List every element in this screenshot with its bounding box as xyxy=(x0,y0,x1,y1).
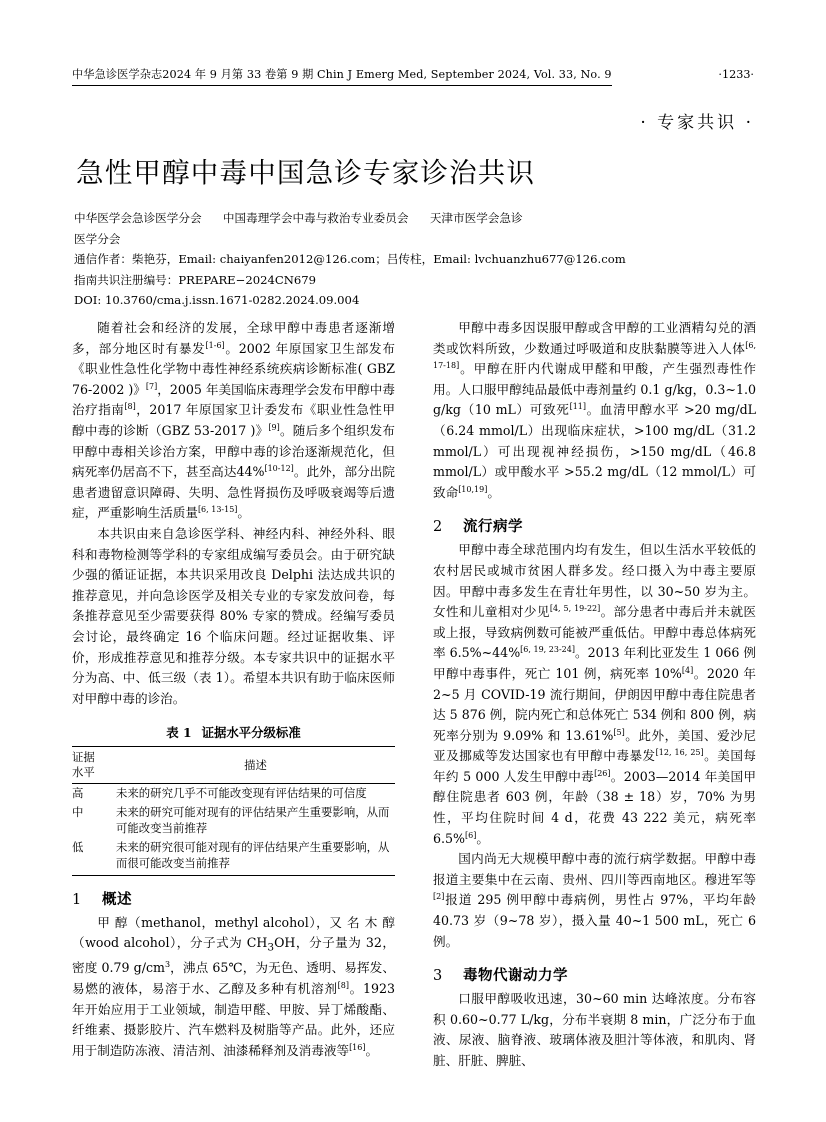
affiliation-line-2: 医学分会 xyxy=(74,231,121,246)
chemical-subscript: 3 xyxy=(267,941,275,954)
section-number: 2 xyxy=(433,519,443,536)
reference-marker: [10-12] xyxy=(264,463,294,473)
affiliation-society-1: 中华医学会急诊医学分会 xyxy=(74,211,202,225)
reference-marker: [12, 16, 25] xyxy=(655,748,704,758)
text-run: 。 xyxy=(487,484,500,500)
text-run: 。此外，美国、爱沙尼亚及挪威等发达国家也有甲醇中毒暴发 xyxy=(433,727,756,764)
body-columns xyxy=(72,318,756,1072)
evidence-level-table xyxy=(72,746,395,876)
affiliation-society-2: 中国毒理学会中毒与救治专业委员会 xyxy=(222,211,409,225)
affiliation-line-1 xyxy=(74,208,764,229)
reference-marker: [26] xyxy=(594,768,611,778)
reference-marker: [4, 5, 19-22] xyxy=(549,603,601,613)
section-title: 概述 xyxy=(102,891,132,908)
article-category-tag: · 专家共识 · xyxy=(640,113,754,133)
text-run: 甲醇中毒多因误服甲醇或含甲醇的工业酒精勾兑的酒类或饮料所致，少数通过呼吸道和皮肤黏膜等进入人体 xyxy=(433,320,756,356)
text-run: 。2020 年 2~5 月 COVID-19 流行期间，伊朗因甲醇中毒住院患者达 5 876 例，院内死亡和总体死亡 534 例和 800 例，病死率分别为 9.09% 和 13.61% xyxy=(433,665,756,743)
reference-marker: [5] xyxy=(613,727,625,737)
section-heading-1 xyxy=(72,888,395,909)
corresponding-author: 通信作者：柴艳芬，Email: chaiyanfen2012@126.com；吕传柱，Email: lvchuanzhu677@126.com xyxy=(74,252,626,266)
reference-marker: [4] xyxy=(681,665,694,675)
text-run: 甲醇中毒全球范围内均有发生，但以生活水平较低的农村居民或城市贫困人群多发。经口摄入为中毒主要原因。甲醇中毒多发生在青壮年男性，以 30~50 岁为主。女性和儿童相对少见 xyxy=(433,542,756,620)
section1-paragraph xyxy=(72,913,395,1062)
affiliation-society-3: 天津市医学会急诊 xyxy=(429,211,523,225)
table-caption xyxy=(72,723,395,741)
table-header-row xyxy=(72,747,395,784)
reference-marker: [8] xyxy=(124,402,136,412)
reference-marker: [11] xyxy=(569,402,586,412)
reference-marker: [2] xyxy=(433,892,445,902)
text-run: OH，分子量为 32，密度 0.79 g/cm xyxy=(72,935,395,976)
text-run: 本共识由来自急诊医学科、神经内科、神经外科、眼科和毒物检测等学科的专家组成编写委员会。由于研究缺少强的循证证据，本共识采用改良 Delphi 法达成共识的推荐意见，并向急诊医学及相关专业的专家发放问卷，每条推荐意见至少需要获得 80% 专家的赞成。经编写委员会讨论，最终确定 16 个临床问题。经过证据收集、评价，形成推荐意见和推荐分级。本专家共识中的证据水平分为高、中、低三级（表 1）。希望本共识有助于临床医师对甲醇中毒的诊治。 xyxy=(72,525,395,706)
cell-level: 高 xyxy=(72,786,84,801)
page-title: 急性甲醇中毒中国急诊专家诊治共识 xyxy=(76,157,536,189)
text-run: 。血清甲醇水平 >20 mg/dL（6.24 mmol/L）出现临床症状，>100 mg/dL（31.2 mmol/L）可出现视神经损伤，>150 mg/dL（46.8 mmol/L）或甲酸水平 >55.2 mg/dL（12 mmol/L）可致命 xyxy=(433,402,756,500)
reference-marker: [16] xyxy=(349,1042,366,1052)
right-column xyxy=(433,318,756,1072)
reference-marker: [6] xyxy=(465,830,477,840)
section-title: 毒物代谢动力学 xyxy=(463,968,568,985)
section-heading-3 xyxy=(433,964,756,985)
table-body xyxy=(72,784,395,876)
page-number: ·1233· xyxy=(718,68,754,81)
front-matter xyxy=(74,208,764,311)
section-title: 流行病学 xyxy=(463,519,523,536)
running-head xyxy=(72,66,754,86)
text-run: 。甲醇在肝内代谢成甲醛和甲酸，产生强烈毒性作用。人口服甲醇纯品最低中毒剂量约 0.1 g/kg，0.3~1.0 g/kg（10 mL）可致死 xyxy=(433,361,756,418)
reference-marker: [10,19] xyxy=(458,484,488,494)
registration-number: 指南共识注册编号：PREPARE−2024CN679 xyxy=(74,272,317,287)
table-row xyxy=(72,784,395,803)
text-run: 国内尚无大规模甲醇中毒的流行病学数据。甲醇中毒报道主要集中在云南、贵州、四川等西南地区。穆进军等 xyxy=(433,851,756,887)
right-paragraph-1 xyxy=(433,318,756,503)
section-number: 1 xyxy=(72,891,82,908)
cell-description: 未来的研究很可能对现有的评估结果产生重要影响，从而很可能改变当前推荐 xyxy=(116,839,390,871)
doi-line: DOI: 10.3760/cma.j.issn.1671-0282.2024.09.004 xyxy=(74,293,360,307)
reference-marker: [6, 19, 23-24] xyxy=(520,645,575,655)
text-run: 。2013 年利比亚发生 1 066 例甲醇中毒事件，死亡 101 例，病死率 10% xyxy=(433,645,756,681)
intro-paragraph-1 xyxy=(72,318,395,524)
section3-paragraph-1 xyxy=(433,989,756,1071)
text-run: 随着社会和经济的发展，全球甲醇中毒患者逐渐增多，部分地区时有暴发 xyxy=(72,320,395,356)
evidence-level-table-wrapper xyxy=(72,723,395,876)
text-run: ，沸点 65℃，为无色、透明、易挥发、易燃的液体，易溶于水、乙醇及多种有机溶剂 xyxy=(72,960,395,997)
text-run: 。此外，部分出院患者遗留意识障碍、失明、急性肾损伤及呼吸衰竭等后遗症，严重影响生活质量 xyxy=(72,464,395,521)
text-run: 。2003—2014 年美国甲醇住院患者 603 例，年龄（38 ± 18）岁，70% 为男性，平均住院时间 4 d，花费 43 222 美元，病死率 6.5% xyxy=(433,768,756,846)
section2-paragraph-2 xyxy=(433,849,756,952)
text-run: 报道 295 例甲醇中毒病例，男性占 97%，平均年龄 40.73 岁（9~78 岁），摄入量 40~1 500 mL，死亡 6 例。 xyxy=(433,892,756,949)
cell-description: 未来的研究可能对现有的评估结果产生重要影响，从而可能改变当前推荐 xyxy=(116,804,390,836)
table-row xyxy=(72,838,395,876)
running-head-journal-info: 中华急诊医学杂志2024 年 9 月第 33 卷第 9 期 Chin J Emerg Med, September 2024, Vol. 33, No. 9 xyxy=(72,66,612,86)
intro-paragraph-2 xyxy=(72,524,395,709)
reference-marker: [6, 17-18] xyxy=(433,340,756,370)
text-run: 。 xyxy=(237,505,251,521)
text-run: 。1923 年开始应用于工业领域，制造甲醛、甲胺、异丁烯酸酯、纤维素、摄影胶片、汽车燃料及树脂等产品。此外，还应用于制造防冻液、清洁剂、油漆稀释剂及消毒液等 xyxy=(72,981,395,1058)
text-run: 。 xyxy=(365,1042,379,1058)
cell-level: 中 xyxy=(72,804,84,819)
text-run: ，2005 年美国临床毒理学会发布甲醇中毒治疗指南 xyxy=(72,381,396,418)
cell-level: 低 xyxy=(72,839,84,854)
reference-marker: [7] xyxy=(145,381,158,391)
text-run: 。部分患者中毒后并未就医或上报，导致病例数可能被严重低估。甲醇中毒总体病死率 6.5%~44% xyxy=(433,604,757,661)
text-run: 甲 醇（methanol，methyl alcohol），又 名 木 醇（wood alcohol），分子式为 CH xyxy=(72,914,395,951)
reference-marker: [9] xyxy=(268,422,280,432)
table-row xyxy=(72,803,395,838)
column-header-description: 描述 xyxy=(116,747,395,784)
text-run: 。 xyxy=(476,830,489,846)
reference-marker: [1-6] xyxy=(205,340,225,350)
column-header-evidence-level xyxy=(72,747,116,784)
text-run: 。美国每年约 5 000 人发生甲醇中毒 xyxy=(433,748,757,784)
reference-marker: [8] xyxy=(337,980,349,990)
text-run: 口服甲醇吸收迅速，30~60 min 达峰浓度。分布容积 0.60~0.77 L/kg，分布半衰期 8 min，广泛分布于血液、尿液、脑脊液、玻璃体液及胆汁等体液，和肌肉、肾脏、肝脏、脾脏、 xyxy=(433,991,756,1068)
table-caption-title: 证据水平分级标准 xyxy=(201,725,301,741)
section-number: 3 xyxy=(433,968,443,985)
section-heading-2 xyxy=(433,515,756,536)
header-line-1: 证据 xyxy=(72,750,95,765)
text-run: ，2017 年原国家卫计委发布《职业性急性甲醇中毒的诊断（GBZ 53-2017 )》 xyxy=(72,402,395,438)
reference-marker: [6, 13-15] xyxy=(197,505,238,515)
section2-paragraph-1 xyxy=(433,540,756,849)
table-caption-label: 表 1 xyxy=(166,725,192,741)
table-head xyxy=(72,747,395,784)
header-line-2: 水平 xyxy=(72,765,95,780)
unit-superscript: 3 xyxy=(164,960,171,970)
left-column xyxy=(72,318,395,1072)
text-run: 。随后多个组织发布甲醇中毒相关诊治方案，甲醇中毒的诊治逐渐规范化，但病死率仍居高不下，甚至高达44% xyxy=(72,422,395,480)
cell-description: 未来的研究几乎不可能改变现有评估结果的可信度 xyxy=(116,786,367,801)
text-run: 。2002 年原国家卫生部发布《职业性急性化学物中毒性神经系统疾病诊断标准( GBZ 76-2002 )》 xyxy=(72,340,395,397)
